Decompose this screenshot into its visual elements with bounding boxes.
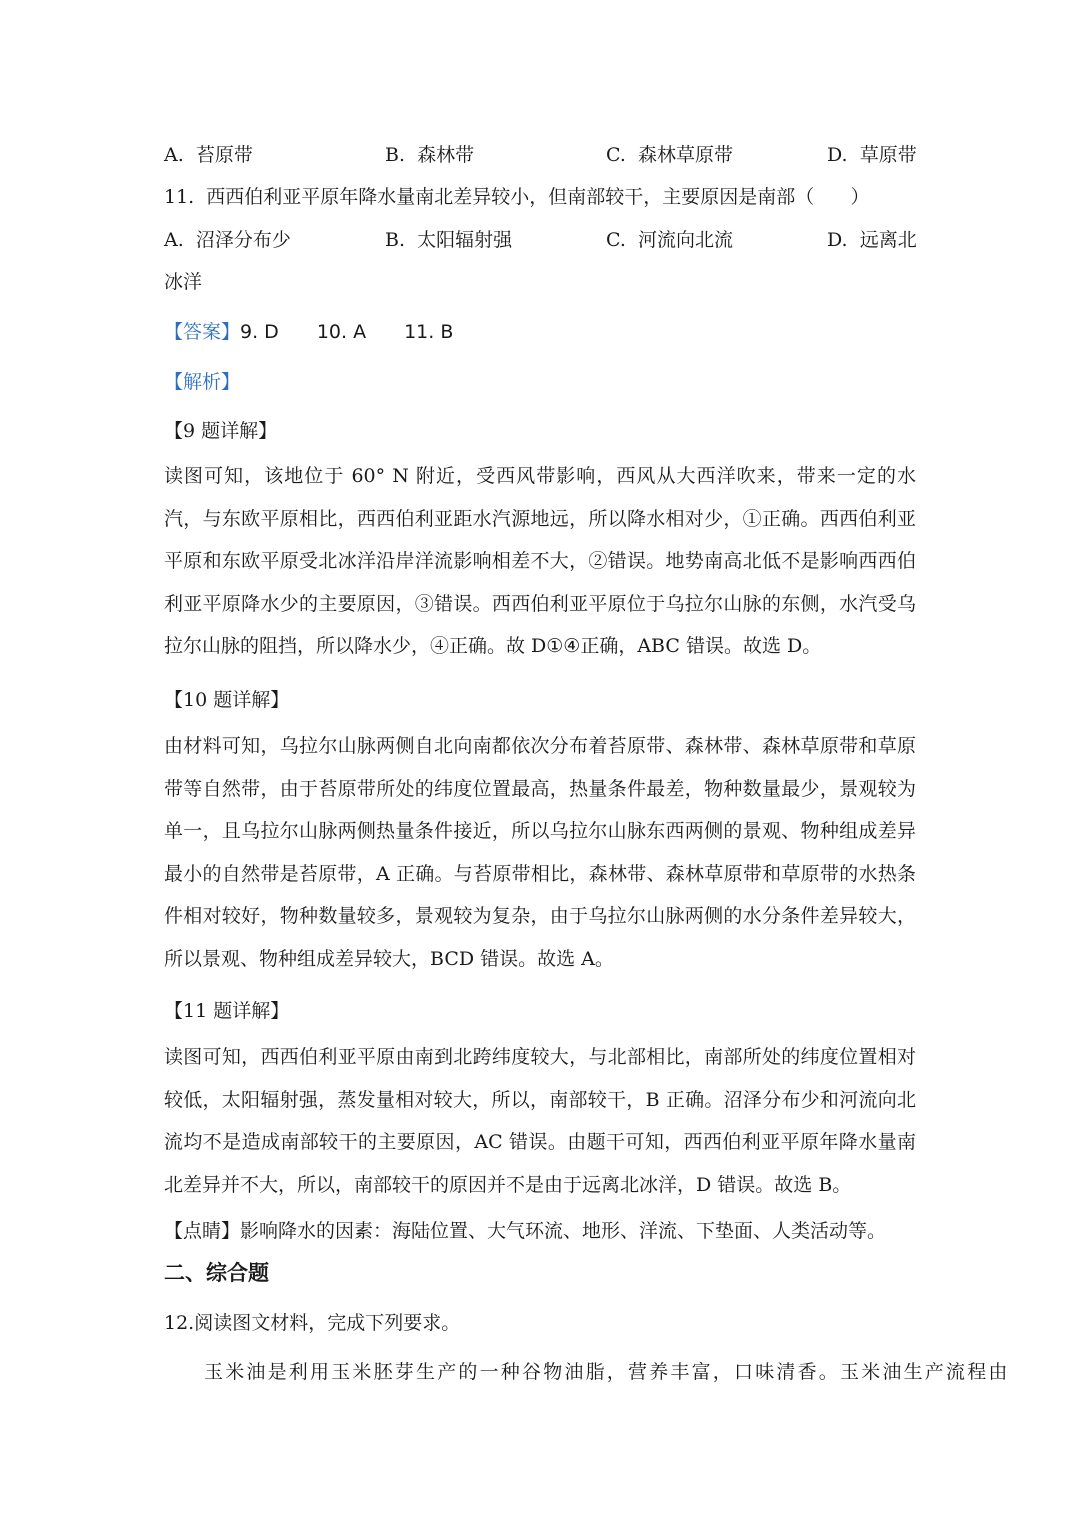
q11-detail-heading: 【11 题详解】 [164,1000,290,1022]
answer-item: 11. B [404,321,454,343]
q11-detail-text: 读图可知，西西伯利亚平原由南到北跨纬度较大，与北部相比，南部所处的纬度位置相对较低，太阳辐射强，蒸发量相对较大，所以，南部较干，B 正确。沼泽分布少和河流向北流均不是造成南部较干的主要原因，AC 错误。由题干可知，西西伯利亚平原年降水量南北差异并不大，所以，南部较干的原因并不是由于远离北冰洋，D 错误。故选 B。 [164,1046,916,1196]
q9-detail-text: 读图可知，该地位于 60° N 附近，受西风带影响，西风从大西洋吹来，带来一定的水汽，与东欧平原相比，西西伯利亚距水汽源地远，所以降水相对少，①正确。西西伯利亚平原和东欧平原受北冰洋沿岸洋流影响相差不大，②错误。地势南高北低不是影响西西伯利亚平原降水少的主要原因，③错误。西西伯利亚平原位于乌拉尔山脉的东侧，水汽受乌拉尔山脉的阻挡，所以降水少，④正确。故 D①④正确，ABC 错误。故选 D。 [164,465,916,657]
q9-detail-heading: 【9 题详解】 [164,420,278,442]
answer-line [164,317,924,344]
q10-option-d: D. 草原带 [827,144,917,166]
q11-option-wrap: 冰洋 [164,271,203,293]
analysis-label: 【解析】 [164,371,241,393]
q12-material: 玉米油是利用玉米胚芽生产的一种谷物油脂，营养丰富，口味清香。玉米油生产流程由 [204,1361,1010,1383]
answer-item: 10. A [316,321,367,343]
q11-options [164,225,924,252]
answer-label: 【答案】 [164,321,241,343]
q10-options [164,140,924,167]
q11-option-a: A. 沼泽分布少 [164,229,291,251]
q10-option-a: A. 苔原带 [164,144,253,166]
q11-option-d: D. 远离北 [827,229,917,251]
section-title: 二、综合题 [164,1260,269,1285]
dianjing-note: 【点睛】影响降水的因素：海陆位置、大气环流、地形、洋流、下垫面、人类活动等。 [164,1220,887,1242]
answer-item: 9. D [240,321,279,343]
q10-option-c: C. 森林草原带 [606,144,734,166]
q11-option-b: B. 太阳辐射强 [385,229,513,251]
q10-detail-text: 由材料可知，乌拉尔山脉两侧自北向南都依次分布着苔原带、森林带、森林草原带和草原带等自然带，由于苔原带所处的纬度位置最高，热量条件最差，物种数量最少，景观较为单一，且乌拉尔山脉两侧热量条件接近，所以乌拉尔山脉东西两侧的景观、物种组成差异最小的自然带是苔原带，A 正确。与苔原带相比，森林带、森林草原带和草原带的水热条件相对较好，物种数量较多，景观较为复杂，由于乌拉尔山脉两侧的水分条件差异较大，所以景观、物种组成差异较大，BCD 错误。故选 A。 [164,735,916,970]
q10-detail-heading: 【10 题详解】 [164,689,290,711]
q11-option-c: C. 河流向北流 [606,229,734,251]
q11-stem: 11. 西西伯利亚平原年降水量南北差异较小，但南部较干，主要原因是南部（ ） [164,186,870,208]
q10-option-b: B. 森林带 [385,144,475,166]
q12-prompt: 12.阅读图文材料，完成下列要求。 [164,1312,461,1334]
